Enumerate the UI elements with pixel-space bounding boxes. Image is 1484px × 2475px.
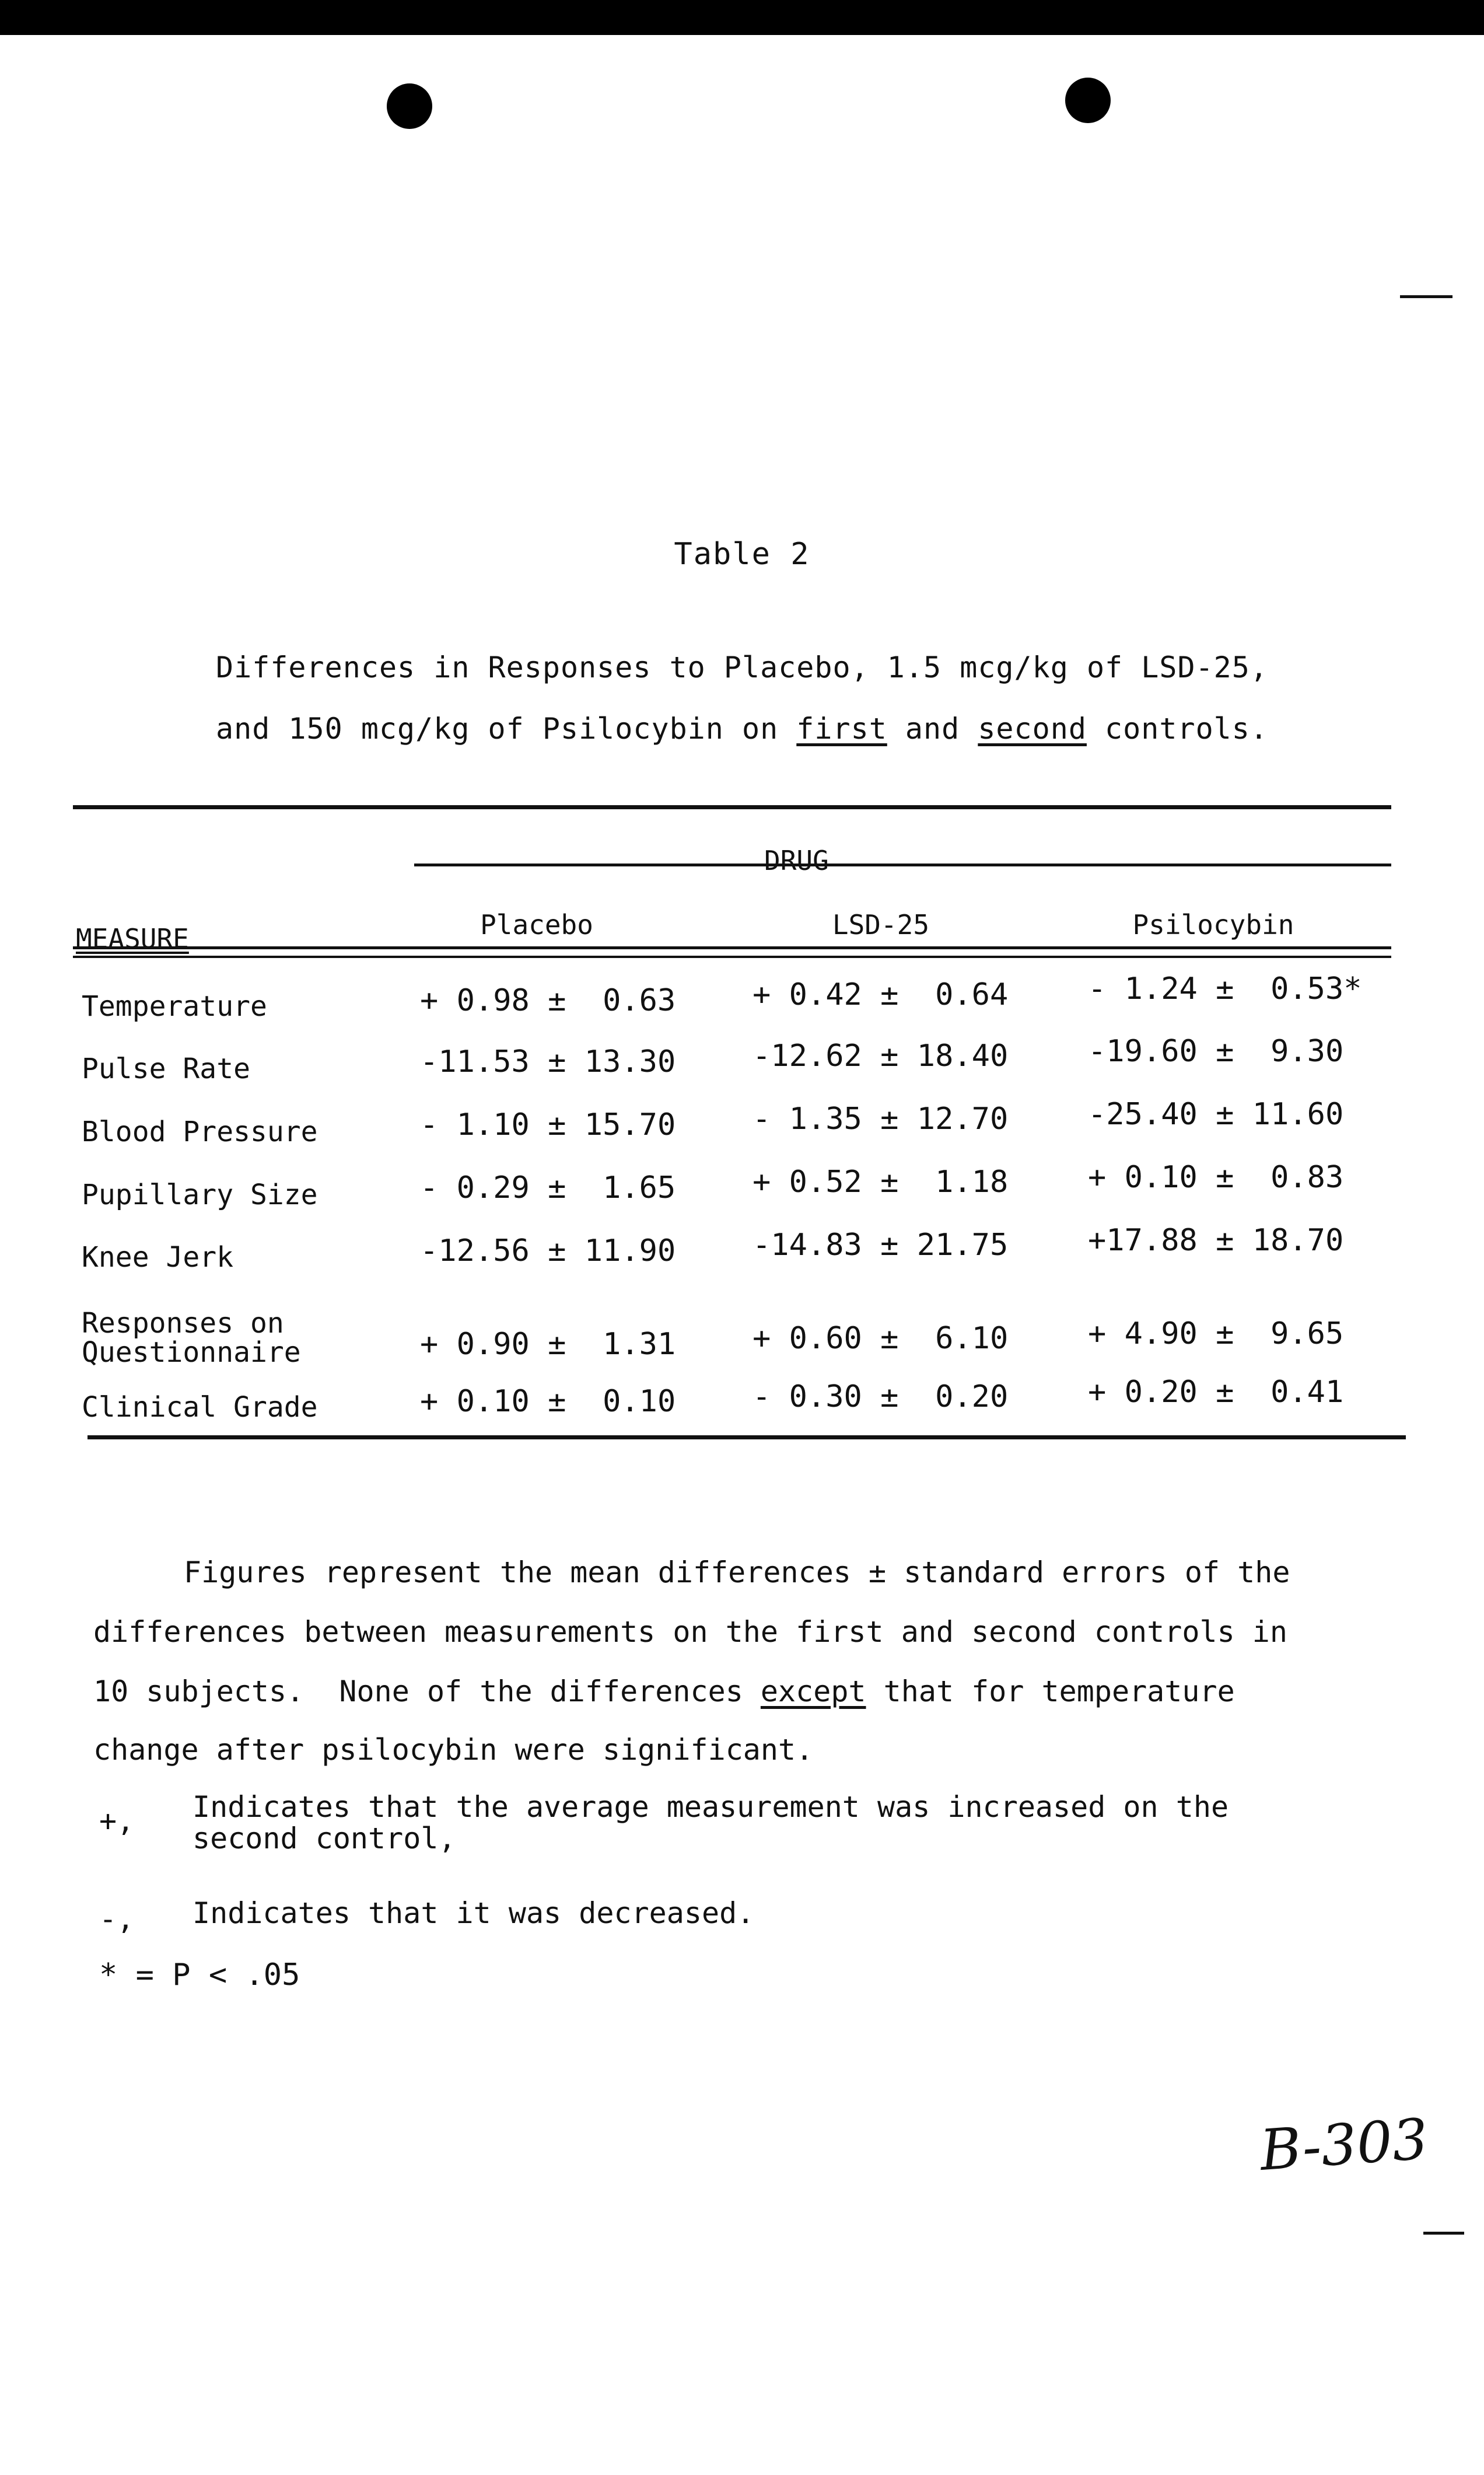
cell-pulse-rate-psilocybin: -19.60 ± 9.30 [1088,1034,1344,1069]
cell-clinical-grade-placebo: + 0.10 ± 0.10 [420,1384,676,1419]
cell-questionnaire-psilocybin: + 4.90 ± 9.65 [1088,1316,1344,1351]
cell-blood-pressure-lsd25: - 1.35 ± 12.70 [752,1102,1009,1137]
cell-clinical-grade-lsd25: - 0.30 ± 0.20 [752,1379,1009,1414]
cell-questionnaire-lsd25: + 0.60 ± 6.10 [752,1321,1009,1356]
cell-knee-jerk-placebo: -12.56 ± 11.90 [420,1233,676,1268]
header-rule-2 [73,956,1391,958]
margin-mark [1400,295,1452,298]
row-label-pulse-rate: Pulse Rate [82,1053,250,1085]
significance-note: * = P < .05 [99,1957,300,1992]
punch-hole-left [387,83,432,129]
minus-legend-symbol: -, [99,1902,135,1936]
drug-group-rule [414,864,1391,866]
plus-legend-symbol: +, [99,1804,135,1838]
cell-blood-pressure-psilocybin: -25.40 ± 11.60 [1088,1097,1344,1132]
margin-mark-bottom [1423,2232,1464,2235]
table-top-rule [73,805,1391,809]
document-page [0,35,1484,2475]
cell-clinical-grade-psilocybin: + 0.20 ± 0.41 [1088,1375,1344,1410]
cell-pulse-rate-lsd25: -12.62 ± 18.40 [752,1039,1009,1074]
cell-pulse-rate-placebo: -11.53 ± 13.30 [420,1044,676,1079]
cell-temperature-placebo: + 0.98 ± 0.63 [420,983,676,1018]
notes-paragraph-line-1: Figures represent the mean differences ± standard errors of the [184,1555,1290,1589]
row-label-responses-questionnaire: Responses on Questionnaire [82,1307,301,1369]
notes-paragraph-line-4: change after psilocybin were significant. [93,1733,814,1767]
row-label-pupillary-size: Pupillary Size [82,1179,318,1211]
measure-column-header: MEASURE [76,923,189,955]
cell-pupillary-size-psilocybin: + 0.10 ± 0.83 [1088,1160,1344,1195]
row-label-clinical-grade: Clinical Grade [82,1391,318,1424]
header-rule-1 [73,946,1391,949]
row-label-knee-jerk: Knee Jerk [82,1241,234,1274]
page-identifier: B-303 [1258,2106,1430,2183]
drug-group-header: DRUG [764,845,829,876]
cell-questionnaire-placebo: + 0.90 ± 1.31 [420,1327,676,1362]
cell-temperature-psilocybin: - 1.24 ± 0.53* [1088,971,1362,1006]
cell-blood-pressure-placebo: - 1.10 ± 15.70 [420,1107,676,1142]
cell-knee-jerk-psilocybin: +17.88 ± 18.70 [1088,1223,1344,1258]
row-label-temperature: Temperature [82,990,267,1023]
punch-hole-right [1065,78,1111,123]
cell-pupillary-size-lsd25: + 0.52 ± 1.18 [752,1165,1009,1200]
table-title: Table 2 [674,537,810,572]
cell-pupillary-size-placebo: - 0.29 ± 1.65 [420,1170,676,1205]
notes-paragraph-line-2: differences between measurements on the first and second controls in [93,1615,1287,1649]
cell-knee-jerk-lsd25: -14.83 ± 21.75 [752,1228,1009,1263]
row-label-blood-pressure: Blood Pressure [82,1116,318,1148]
plus-legend-text: Indicates that the average measurement was increased on the second control, [192,1790,1229,1855]
column-header-placebo: Placebo [480,909,593,941]
notes-paragraph-line-3: 10 subjects. None of the differences except that for temperature [93,1675,1235,1708]
column-header-lsd25: LSD-25 [832,909,930,941]
table-bottom-rule [88,1435,1406,1439]
column-header-psilocybin: Psilocybin [1132,909,1294,941]
table-caption-line-1: Differences in Responses to Placebo, 1.5 mcg/kg of LSD-25, [216,651,1268,684]
minus-legend-text: Indicates that it was decreased. [192,1896,755,1930]
cell-temperature-lsd25: + 0.42 ± 0.64 [752,977,1009,1012]
table-caption-line-2: and 150 mcg/kg of Psilocybin on first and second controls. [216,712,1268,746]
